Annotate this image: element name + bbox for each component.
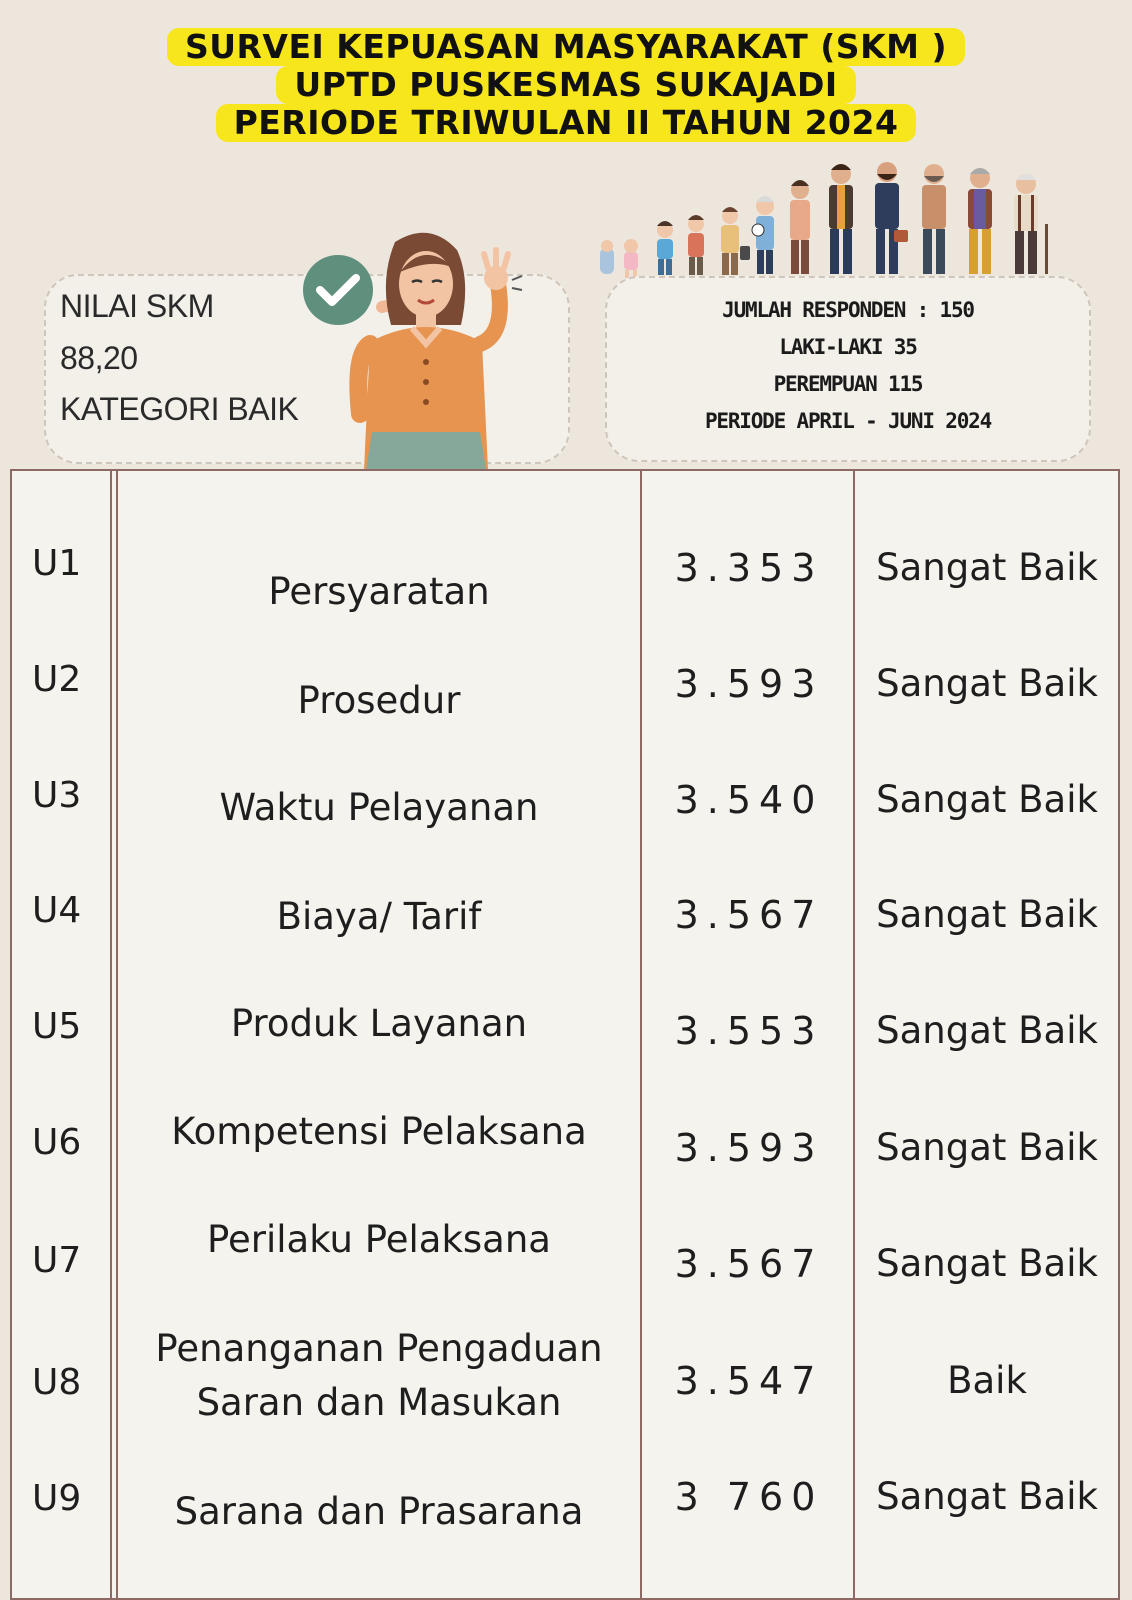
row-name: Prosedur bbox=[297, 679, 461, 722]
teen-figure-2 bbox=[790, 180, 810, 274]
row-name-line-1: Penanganan Pengaduan bbox=[155, 1327, 603, 1370]
row-name: Perilaku Pelaksana bbox=[207, 1218, 551, 1261]
child-figure-3 bbox=[721, 207, 750, 275]
adult-figure-2 bbox=[875, 162, 908, 274]
row-code: U1 bbox=[32, 543, 82, 584]
row-category: Baik bbox=[947, 1359, 1027, 1402]
page-title bbox=[0, 28, 1132, 142]
table-divider-3 bbox=[640, 469, 642, 1600]
elder-figure-2 bbox=[1014, 174, 1048, 274]
row-code: U6 bbox=[32, 1122, 82, 1163]
row-category: Sangat Baik bbox=[876, 1475, 1098, 1518]
row-category: Sangat Baik bbox=[876, 893, 1098, 936]
teen-figure-1 bbox=[752, 196, 774, 274]
row-name-line-2: Saran dan Masukan bbox=[196, 1381, 562, 1424]
title-line-1: SURVEI KEPUASAN MASYARAKAT (SKM ) bbox=[167, 28, 965, 66]
row-value: 3.593 bbox=[674, 662, 824, 706]
row-value: 3.567 bbox=[674, 893, 824, 937]
row-code: U7 bbox=[32, 1240, 82, 1281]
row-code: U8 bbox=[32, 1362, 82, 1403]
row-value: 3 760 bbox=[674, 1475, 824, 1519]
skm-category: KATEGORI BAIK bbox=[60, 391, 299, 427]
row-code: U2 bbox=[32, 659, 82, 700]
respondent-period: PERIODE APRIL - JUNI 2024 bbox=[704, 409, 992, 433]
row-category: Sangat Baik bbox=[876, 778, 1098, 821]
row-category: Sangat Baik bbox=[876, 1126, 1098, 1169]
woman-ok-gesture-illustration bbox=[300, 232, 540, 470]
respondent-male: LAKI-LAKI 35 bbox=[779, 335, 917, 359]
skm-label: NILAI SKM bbox=[60, 288, 214, 324]
respondent-total: JUMLAH RESPONDEN : 150 bbox=[722, 298, 974, 322]
age-progression-people-illustration bbox=[598, 160, 1076, 282]
row-name: Biaya/ Tarif bbox=[276, 895, 482, 938]
row-name: Sarana dan Prasarana bbox=[174, 1490, 584, 1533]
check-badge-icon bbox=[303, 255, 373, 325]
adult-figure-1 bbox=[829, 164, 853, 274]
row-code: U5 bbox=[32, 1006, 82, 1047]
row-name: Persyaratan bbox=[268, 570, 490, 613]
row-value: 3.593 bbox=[674, 1126, 824, 1170]
row-value: 3.547 bbox=[674, 1359, 824, 1403]
respondent-female: PEREMPUAN 115 bbox=[773, 372, 923, 396]
row-value: 3.553 bbox=[674, 1009, 824, 1053]
child-figure-1 bbox=[657, 221, 673, 275]
row-category: Sangat Baik bbox=[876, 662, 1098, 705]
table-divider-1 bbox=[110, 469, 112, 1600]
title-line-2: UPTD PUSKESMAS SUKAJADI bbox=[276, 66, 855, 104]
row-value: 3.353 bbox=[674, 546, 824, 590]
row-code: U4 bbox=[32, 890, 82, 931]
toddler-figure bbox=[624, 239, 638, 278]
row-category: Sangat Baik bbox=[876, 1242, 1098, 1285]
row-name: Kompetensi Pelaksana bbox=[171, 1110, 587, 1153]
title-line-3: PERIODE TRIWULAN II TAHUN 2024 bbox=[216, 104, 917, 142]
row-category: Sangat Baik bbox=[876, 1009, 1098, 1052]
row-value: 3.567 bbox=[674, 1242, 824, 1286]
child-figure-2 bbox=[688, 215, 704, 275]
adult-figure-3 bbox=[922, 164, 946, 274]
elder-figure-1 bbox=[968, 168, 992, 274]
row-code: U9 bbox=[32, 1478, 82, 1519]
row-value: 3.540 bbox=[674, 778, 824, 822]
baby-figure bbox=[600, 240, 614, 274]
row-category: Sangat Baik bbox=[876, 546, 1098, 589]
row-code: U3 bbox=[32, 775, 82, 816]
skm-value: 88,20 bbox=[60, 340, 138, 376]
row-name: Produk Layanan bbox=[230, 1002, 528, 1045]
row-name: Waktu Pelayanan bbox=[219, 786, 539, 829]
